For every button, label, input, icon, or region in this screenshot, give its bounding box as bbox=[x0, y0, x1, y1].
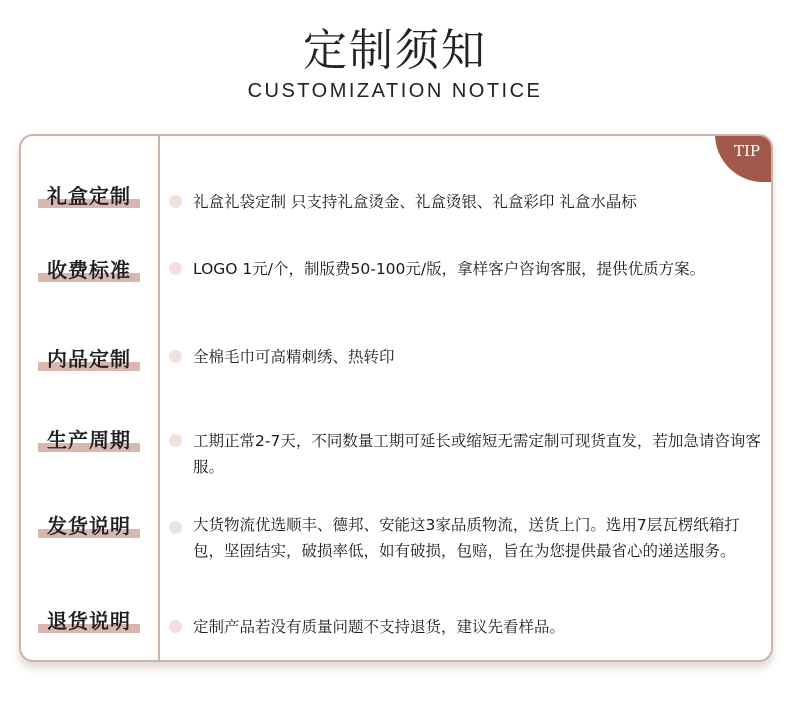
section-text-gift-box: 礼盒礼袋定制 只支持礼盒烫金、礼盒烫银、礼盒彩印 礼盒水晶标 bbox=[193, 193, 637, 211]
section-label-pricing bbox=[38, 254, 140, 283]
label-text: 内品定制 bbox=[47, 347, 131, 371]
section-text-returns: 定制产品若没有质量问题不支持退货，建议先看样品。 bbox=[193, 618, 566, 636]
bullet-icon bbox=[169, 262, 182, 275]
section-label-production-cycle bbox=[38, 424, 140, 453]
section-text-production-cycle: 工期正常2-7天，不同数量工期可延长或缩短无需定制可现货直发，若加急请咨询客服。 bbox=[193, 432, 761, 476]
tip-badge: TIP bbox=[715, 134, 773, 182]
notice-card bbox=[19, 134, 773, 662]
label-text: 礼盒定制 bbox=[47, 184, 131, 208]
section-label-returns bbox=[38, 605, 140, 634]
page-title: 定制须知 bbox=[303, 25, 487, 76]
bullet-icon bbox=[169, 350, 182, 363]
bullet-icon bbox=[169, 620, 182, 633]
column-divider bbox=[158, 136, 160, 660]
label-text: 发货说明 bbox=[47, 514, 131, 538]
page-subtitle: CUSTOMIZATION NOTICE bbox=[247, 80, 543, 102]
bullet-icon bbox=[169, 521, 182, 534]
label-text: 生产周期 bbox=[47, 428, 131, 452]
section-text-pricing: LOGO 1元/个，制版费50-100元/版，拿样客户咨询客服，提供优质方案。 bbox=[193, 260, 706, 278]
bullet-icon bbox=[169, 195, 182, 208]
section-label-inner-product bbox=[38, 343, 140, 372]
label-text: 收费标准 bbox=[47, 258, 131, 282]
bullet-icon bbox=[169, 434, 182, 447]
section-label-shipping bbox=[38, 510, 140, 539]
section-text-shipping: 大货物流优选顺丰、德邦、安能这3家品质物流，送货上门。选用7层瓦楞纸箱打包，坚固结实，破损率低，如有破损，包赔，旨在为您提供最省心的递送服务。 bbox=[193, 516, 740, 560]
section-text-inner-product: 全棉毛巾可高精刺绣、热转印 bbox=[193, 348, 395, 366]
section-label-gift-box bbox=[38, 180, 140, 209]
label-text: 退货说明 bbox=[47, 609, 131, 633]
